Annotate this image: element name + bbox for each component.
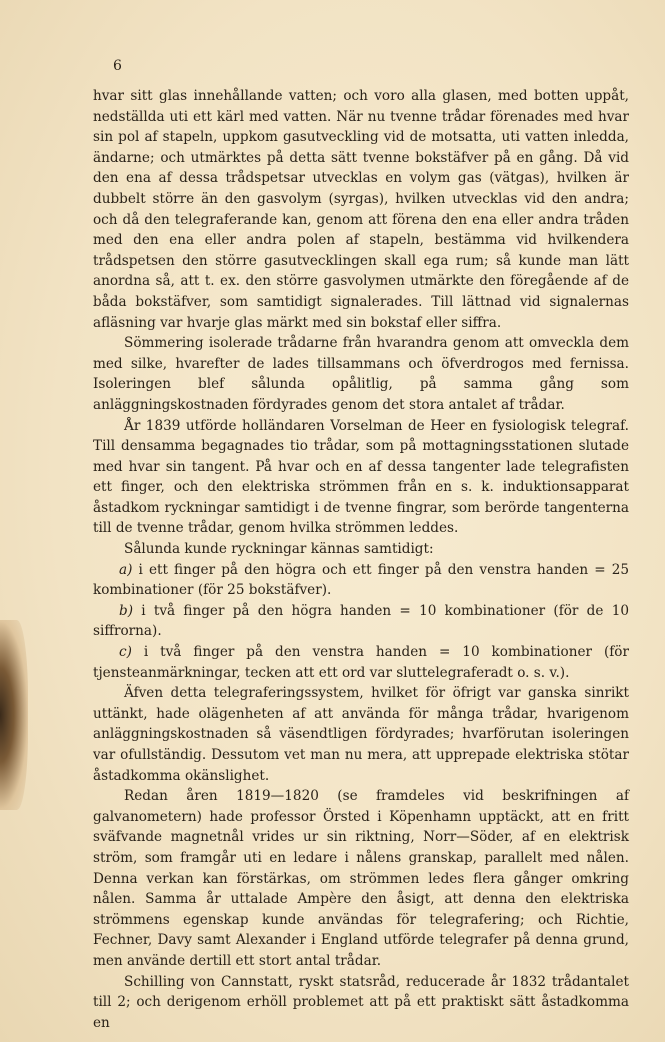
list-item-label: b) bbox=[119, 602, 134, 619]
paragraph: hvar sitt glas innehållande vatten; och voro alla glasen, med botten uppåt, nedställda uti ett kärl med vatten. När nu tvenne trådar förenades med hvar sin pol af stapeln, uppkom gasutveckling vid de motsatta, uti vatten inledda, ändarne; och utmärktes på detta sätt tvenne bokstäfver på en gång. Då vid den ena af dessa trådspetsar utvecklas en volym gas (vätgas), hvilken är dubbelt större än den gasvolym (syrgas), hvilken utvecklas vid den andra; och då den telegraferande kan, genom att förena den ena eller andra tråden med den ena eller andra polen af stapeln, bestämma vid hvilkendera trådspetsen den större gasutvecklingen skall ega rum; så kunde man lätt anordna så, att t. ex. den större gasvolymen utmärkte den föregående af de båda bokstäfver, som samtidigt signalerades. Till lättnad vid signalernas afläsning var hvarje glas märkt med sin bokstaf eller siffra. bbox=[93, 88, 629, 331]
list-item bbox=[93, 642, 629, 683]
list-item-text: i två finger på den venstra handen = 10 kombinationer (för tjensteanmärkningar, tecken att ett ord var sluttelegraferadt o. s. v.). bbox=[93, 644, 629, 681]
paragraph: Äfven detta telegraferingssystem, hvilket för öfrigt var ganska sinrikt uttänkt, hade olägenheten af att använda för många trådar, hvarigenom anläggningskostnaden så väsendtligen fördyrades; hvarförutan isoleringen var ofullständig. Dessutom vet man nu mera, att upprepade elektriska stötar åstadkomma okänslighet. bbox=[93, 685, 629, 784]
age-stain bbox=[0, 620, 28, 810]
paragraph: År 1839 utförde holländaren Vorselman de Heer en fysiologisk telegraf. Till densamma begagnades tio trådar, som på mottagningsstationen slutade med hvar sin tangent. På hvar och en af dessa tangenter lade telegrafisten ett finger, och den elektriska strömmen från en s. k. induktionsapparat åstadkom ryckningar samtidigt i de tvenne fingrar, som berörde tangenterna till de tvenne trådar, genom hvilka strömmen leddes. bbox=[93, 417, 629, 537]
paragraph: Sålunda kunde ryckningar kännas samtidigt: bbox=[124, 541, 434, 558]
paragraph: Schilling von Cannstatt, ryskt statsråd, reducerade år 1832 trådantalet till 2; och derigenom erhöll problemet att på ett praktiskt sätt åstadkomma en bbox=[93, 973, 629, 1031]
paragraph: Sömmering isolerade trådarne från hvarandra genom att omveckla dem med silke, hvarefter de lades tillsammans och öfverdrogos med fernissa. Isoleringen blef sålunda opålitlig, på samma gång som anläggningskostnaden fördyrades genom det stora antalet af trådar. bbox=[93, 335, 629, 413]
paragraph: Redan åren 1819—1820 (se framdeles vid beskrifningen af galvanometern) hade professor Örsted i Köpenhamn upptäckt, att en fritt sväfvande magnetnål vrides ur sin riktning, Norr—Söder, af en elektrisk ström, som framgår uti en ledare i nålens granskap, parallelt med nålen. Denna verkan kan förstärkas, om strömmen ledes flera gånger omkring nålen. Samma år uttalade Ampère den åsigt, att denna den elektriska strömmens egenskap kunde användas för telegrafering; och Richtie, Fechner, Davy samt Alexander i England utförde telegrafer på denna grund, men använde dertill ett stort antal trådar. bbox=[93, 788, 629, 969]
list-item bbox=[93, 601, 629, 642]
body-text bbox=[93, 86, 629, 1033]
list-item-text: i två finger på den högra handen = 10 kombinationer (för de 10 siffrorna). bbox=[93, 602, 629, 640]
list-item-label: a) bbox=[119, 561, 133, 578]
list-item bbox=[93, 560, 629, 601]
list-item-label: c) bbox=[119, 644, 132, 661]
page-number: 6 bbox=[113, 58, 122, 74]
list-item-text: i ett finger på den högra och ett finger på den venstra handen = 25 kombinationer (för 25 bokstäfver). bbox=[93, 561, 630, 599]
